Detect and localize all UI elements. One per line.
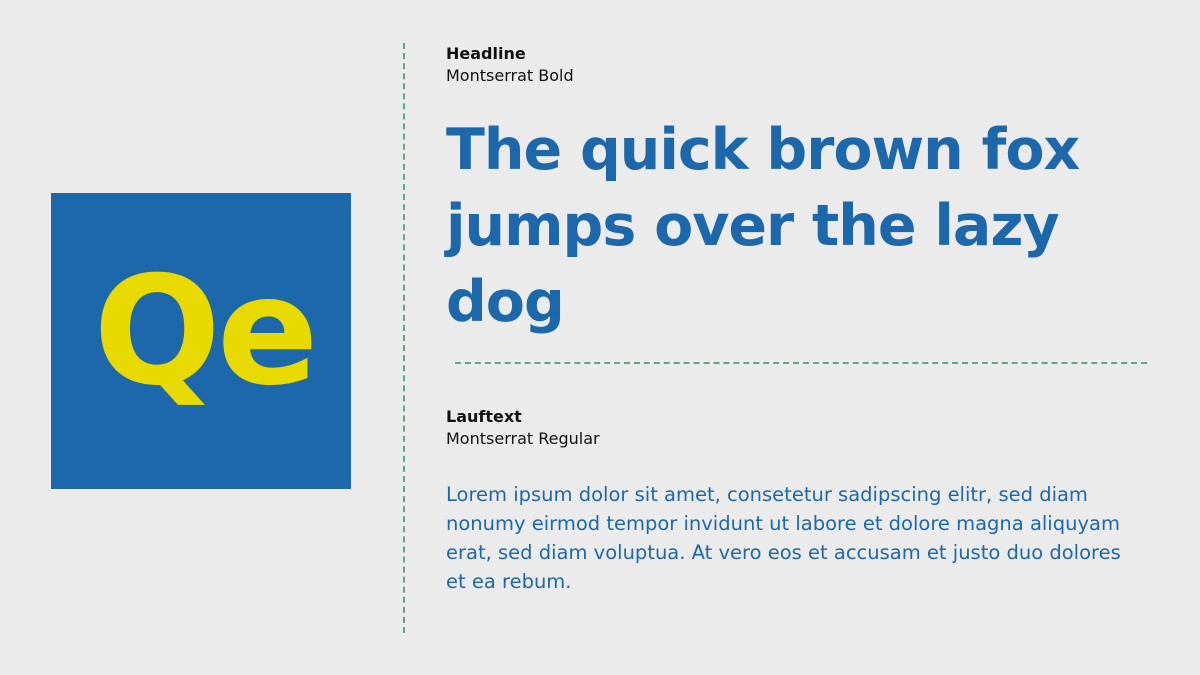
logo-tile: [51, 193, 351, 489]
logo-mark: Qe: [93, 245, 315, 419]
headline-spec: [446, 43, 574, 87]
headline-spec-title: Headline: [446, 44, 526, 63]
vertical-dashed-divider: [403, 43, 405, 633]
body-sample-text: Lorem ipsum dolor sit amet, consetetur sadipscing elitr, sed diam nonumy eirmod tempor invidunt ut labore et dolore magna aliquyam erat, sed diam voluptua. At vero eos et accusam et justo duo dolores et ea rebum.: [446, 483, 1121, 593]
horizontal-dashed-divider: [455, 362, 1147, 364]
body-text-spec-title: Lauftext: [446, 407, 522, 426]
body-text-spec-font: Montserrat Regular: [446, 429, 600, 448]
headline-spec-font: Montserrat Bold: [446, 66, 574, 85]
headline-sample-text: The quick brown fox jumps over the lazy dog: [446, 117, 1080, 335]
body-text-spec: [446, 406, 600, 450]
